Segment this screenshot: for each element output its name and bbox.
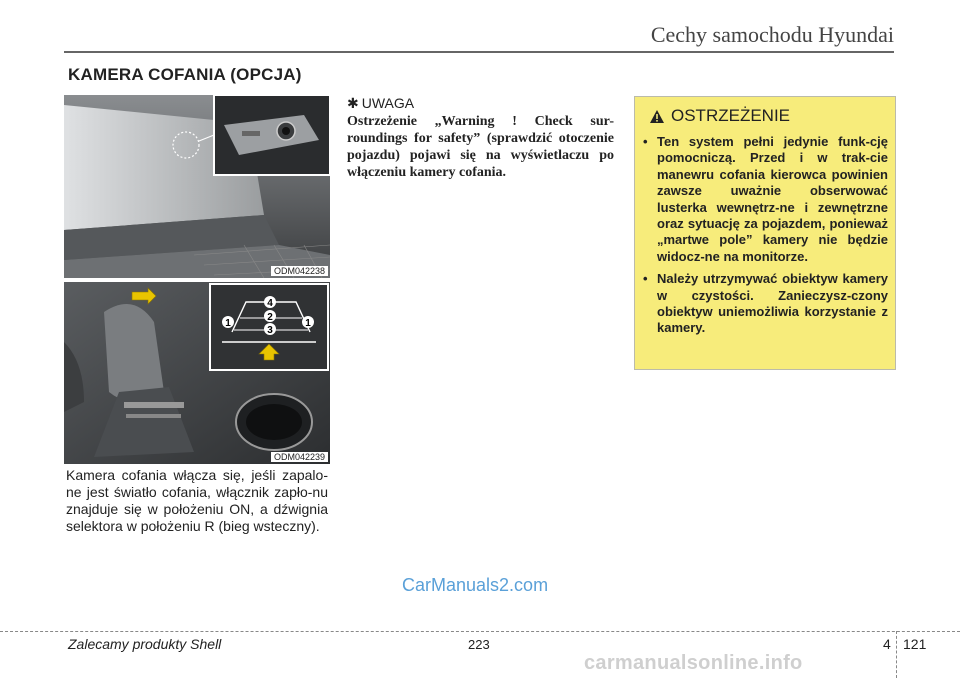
note-label: UWAGA: [361, 95, 415, 111]
note-text: Ostrzeżenie „Warning ! Check sur-roundings for safety” (sprawdzić otoczenie pojazdu) pojawi się na wyświetlaczu po włączeniu kamery cofania.: [347, 114, 614, 180]
guide-number-3: 3: [267, 325, 273, 336]
footer-chapter: 4: [883, 636, 891, 652]
footer-page-number: 223: [468, 637, 490, 652]
warning-triangle-icon: [649, 109, 665, 124]
gear-selector-illustration: [64, 282, 330, 464]
warning-item: [643, 134, 888, 265]
figure-caption: Kamera cofania włącza się, jeśli zapalo-ne jest światło cofania, włącznik zapło-nu znajduje się w położeniu ON, a dźwignia selektora w położeniu R (bieg wsteczny).: [66, 467, 328, 534]
guide-number-1-left: 1: [225, 318, 231, 329]
footer-vertical-divider: [896, 631, 897, 678]
rear-camera-photo: [64, 95, 330, 278]
warning-item-text: Należy utrzymywać obiektyw kamery w czystości. Zanieczysz-czony obiektyw uniemożliwia korzystanie z kamery.: [657, 271, 888, 336]
footer-section-page: 121: [903, 636, 927, 652]
figure-code: ODM042239: [271, 452, 328, 462]
warning-box: [634, 96, 896, 370]
warning-title: OSTRZEŻENIE: [671, 106, 791, 125]
header-divider: [64, 51, 894, 53]
footer-site-link[interactable]: carmanualsonline.info: [584, 652, 803, 674]
figure-code: ODM042238: [271, 266, 328, 276]
footer-slogan: Zalecamy produkty Shell: [68, 636, 222, 652]
watermark-link[interactable]: CarManuals2.com: [402, 575, 549, 595]
section-title: KAMERA COFANIA (OPCJA): [68, 65, 302, 84]
warning-heading: [649, 106, 790, 126]
footer-divider: [0, 631, 960, 632]
guide-number-1-right: 1: [305, 318, 311, 329]
bullet-icon: •: [643, 271, 648, 287]
gear-selector-photo: [64, 282, 330, 464]
page-header-title: Cechy samochodu Hyundai: [650, 22, 894, 47]
warning-item-text: Ten system pełni jedynie funk-cję pomocniczą. Przed i w trak-cie manewru cofania kierowca powinien zawsze uważnie obserwować lusterka wewnętrz-ne i zewnętrzne oraz sytuację za pojazdem, ponieważ „martwe pole” kamery nie będzie widocz-ne na monitorze.: [657, 134, 888, 264]
warning-item: [643, 271, 888, 337]
warning-list: [643, 134, 888, 343]
guide-number-2: 2: [267, 312, 273, 323]
guide-number-4: 4: [267, 298, 273, 309]
asterisk-icon: ✱: [347, 95, 359, 111]
note-heading: [347, 95, 614, 112]
note-block: [347, 95, 614, 181]
rear-bumper-illustration: [64, 95, 330, 278]
bullet-icon: •: [643, 134, 648, 149]
